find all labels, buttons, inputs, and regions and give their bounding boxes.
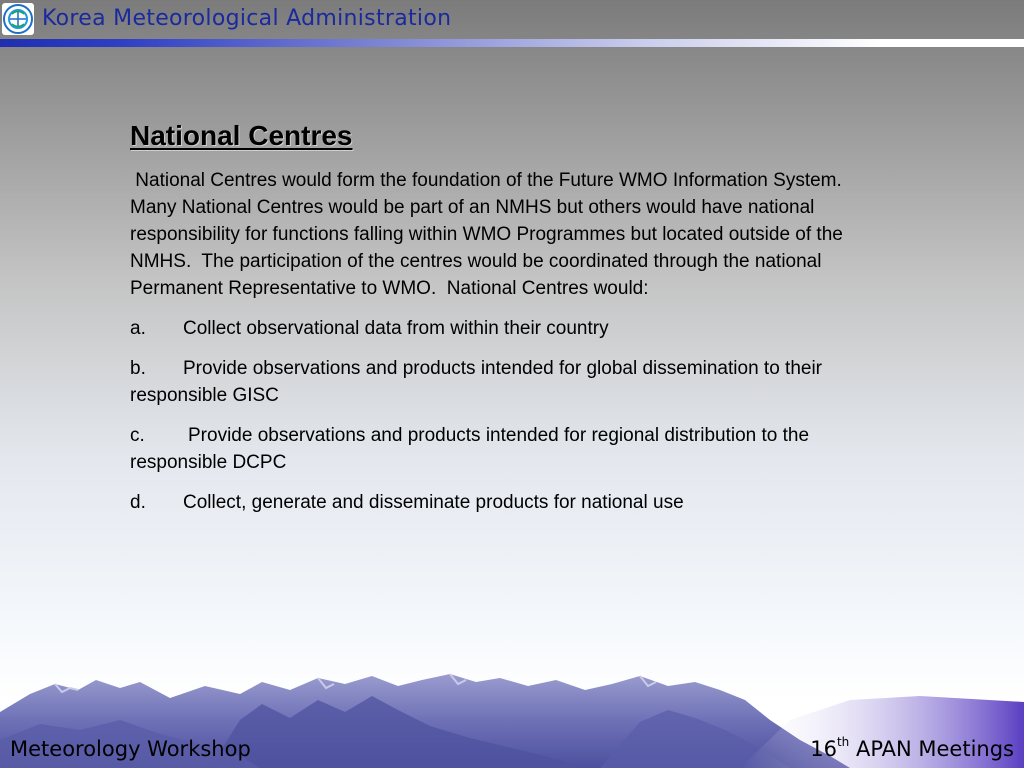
list-item-text: Collect, generate and disseminate products for national use [183, 492, 684, 513]
list-item [130, 315, 890, 342]
footer-meeting-name [810, 737, 1014, 761]
meeting-title: APAN Meetings [849, 737, 1014, 761]
intro-paragraph: National Centres would form the foundation of the Future WMO Information System. Many National Centres would be part of an NMHS but others would have national responsibility for functions falling within WMO Programmes but located outside of the NMHS. The participation of the centres would be coordinated through the national Permanent Representative to WMO. National Centres would: [130, 170, 849, 299]
list-marker: b. [130, 358, 146, 379]
list-marker: d. [130, 492, 146, 513]
list-marker: a. [130, 318, 146, 339]
organization-name: Korea Meteorological Administration [42, 6, 452, 31]
list-item-text: Provide observations and products intended for regional distribution to the responsible DCPC [130, 425, 810, 473]
list-marker: c. [130, 425, 145, 446]
list-item [130, 355, 890, 409]
kma-emblem-icon [2, 3, 34, 35]
kma-logo [2, 3, 34, 35]
slide-content [130, 118, 890, 529]
slide-header [0, 0, 1024, 48]
header-gradient-bar [0, 39, 1024, 47]
list-item-text: Collect observational data from within their country [183, 318, 609, 339]
meeting-ordinal-suffix: th [836, 735, 850, 749]
slide-title: National Centres [130, 120, 353, 151]
list-item [130, 422, 890, 476]
footer-workshop-name: Meteorology Workshop [10, 737, 251, 761]
list-item [130, 489, 890, 516]
meeting-number: 16 [810, 737, 837, 761]
list-item-text: Provide observations and products intended for global dissemination to their responsible GISC [130, 358, 822, 406]
